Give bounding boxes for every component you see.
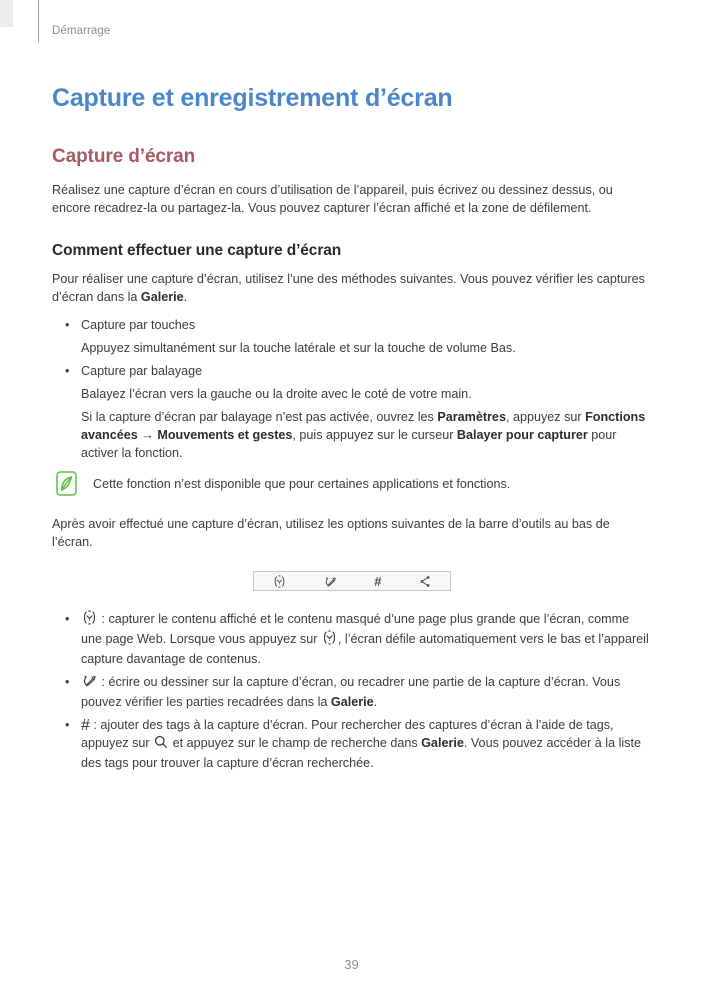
option-text: . — [373, 695, 378, 709]
section-title: Capture d’écran — [52, 146, 196, 167]
option-text: . Vous pouvez accéder à la liste des tags pour trouver la capture d’écran recherchée. — [81, 736, 641, 770]
option-text: : capturer le contenu affiché et le contenu masqué d’une page plus grande que l’écran, comme une page Web. Lorsque vous appuyez sur — [81, 612, 630, 646]
balayer-capturer-bold: Balayer pour capturer — [456, 428, 588, 442]
option-text: : ajouter des tags à la capture d’écran. Pour rechercher des captures d’écran à l’aide de tags, appuyez sur — [81, 718, 614, 750]
activate-text: Si la capture d’écran par balayage n’est pas activée, ouvrez les — [81, 410, 438, 424]
bullet-marker: • — [65, 612, 70, 626]
option-text: , l’écran défile automatiquement vers le bas et l’appareil capture davantage de contenus. — [81, 632, 649, 666]
after-capture-paragraph: Après avoir effectué une capture d’écran, utilisez les options suivantes de la barre d’outils au bas de l’écran. — [52, 517, 610, 549]
how-text: Pour réaliser une capture d’écran, utilisez l’une des méthodes suivantes. Vous pouvez vérifier les captures d’écran dans la — [52, 272, 645, 304]
scroll-capture-icon — [322, 630, 337, 650]
activate-text: pour activer la fonction. — [81, 428, 617, 460]
hash-tag-icon: # — [81, 717, 90, 734]
note-text: Cette fonction n’est disponible que pour certaines applications et fonctions. — [93, 476, 511, 491]
edit-pencil-icon — [82, 673, 97, 693]
galerie-bold: Galerie — [421, 736, 464, 750]
list-item — [52, 610, 652, 668]
bullet-marker: • — [65, 718, 70, 732]
header-rule — [38, 0, 39, 42]
fonctions-avancees-bold: Fonctions avancées — [81, 410, 646, 442]
page-corner-tab — [0, 0, 13, 27]
method-desc: Balayez l’écran vers la gauche ou la droite avec le coté de votre main. — [81, 387, 472, 401]
screenshot-toolbar-image — [253, 571, 451, 591]
methods-list — [52, 316, 652, 462]
method-activate — [81, 408, 652, 462]
mouvements-gestes-bold: Mouvements et gestes — [157, 428, 293, 442]
bullet-marker: • — [65, 675, 70, 689]
galerie-bold: Galerie — [140, 290, 184, 304]
scroll-capture-icon — [273, 575, 286, 588]
bullet-marker: • — [65, 364, 70, 378]
chapter-header: Démarrage — [52, 25, 111, 37]
how-paragraph — [52, 270, 652, 306]
section-intro: Réalisez une capture d’écran en cours d’utilisation de l’appareil, puis écrivez ou dessinez dessus, ou encore recadrez-la ou partagez-la. Vous pouvez capturer l’écran affiché et la zone de défilement. — [52, 183, 613, 215]
arrow-text: → — [137, 428, 158, 442]
search-icon — [154, 735, 168, 754]
list-item — [52, 716, 652, 772]
method-title: Capture par balayage — [81, 364, 203, 378]
page-title: Capture et enregistrement d’écran — [52, 84, 453, 112]
bullet-marker: • — [65, 318, 70, 332]
option-text: et appuyez sur le champ de recherche dans — [169, 736, 422, 750]
note-callout — [52, 471, 652, 496]
note-leaf-icon — [56, 471, 78, 496]
scroll-capture-icon — [82, 610, 97, 630]
hash-tag-icon: # — [374, 573, 382, 589]
edit-pencil-icon — [324, 575, 337, 588]
method-desc: Appuyez simultanément sur la touche latérale et sur la touche de volume Bas. — [81, 341, 516, 355]
list-item — [52, 362, 652, 462]
options-list — [52, 610, 652, 772]
share-icon — [419, 575, 431, 588]
activate-text: , puis appuyez sur le curseur — [292, 428, 457, 442]
list-item — [52, 316, 652, 357]
parametres-bold: Paramètres — [437, 410, 506, 424]
subsection-title: Comment effectuer une capture d’écran — [52, 242, 342, 259]
list-item — [52, 673, 652, 711]
page-number: 39 — [344, 957, 359, 972]
option-text: : écrire ou dessiner sur la capture d’écran, ou recadrer une partie de la capture d’écran. Vous pouvez vérifier les parties recadrées dans la — [81, 675, 621, 709]
galerie-bold: Galerie — [330, 695, 374, 709]
how-text-end: . — [183, 290, 188, 304]
method-title: Capture par touches — [81, 318, 196, 332]
activate-text: , appuyez sur — [505, 410, 586, 424]
